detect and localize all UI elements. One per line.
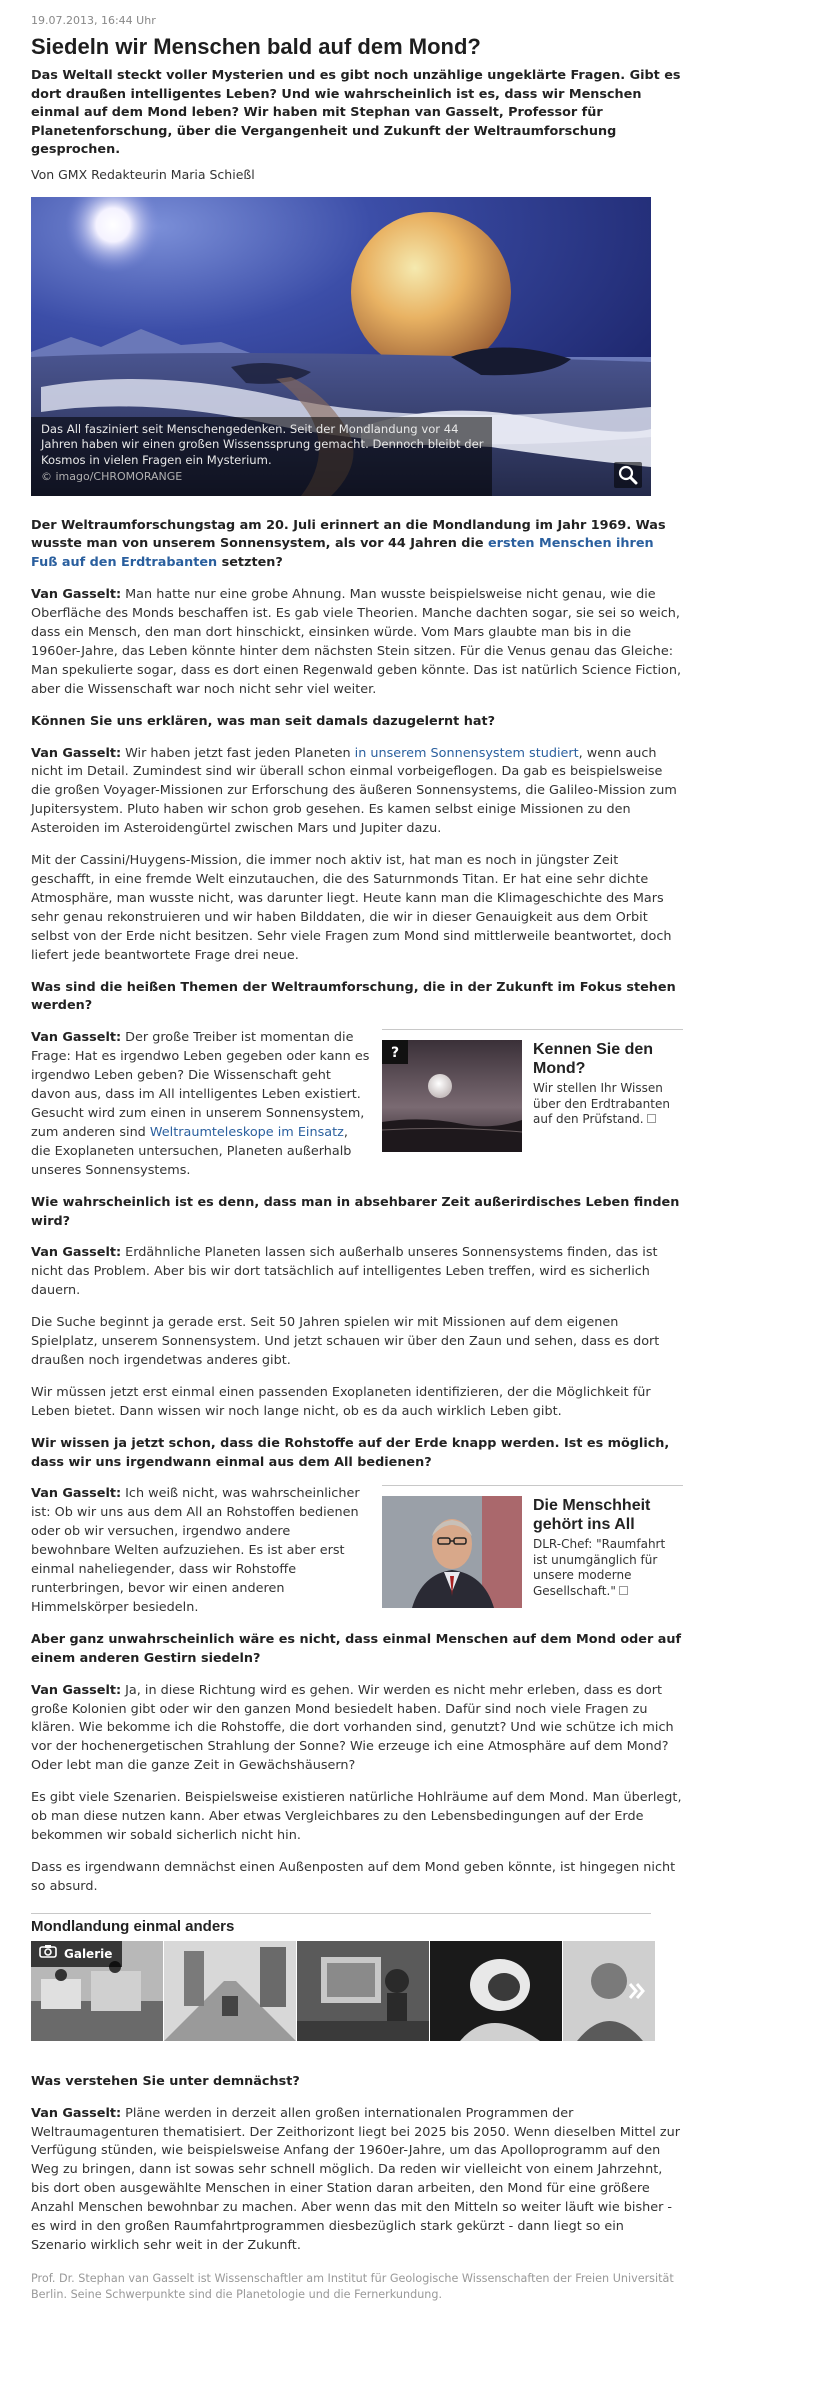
article bbox=[31, 0, 683, 2303]
answer-4c: Wir müssen jetzt erst einmal einen passenden Exoplaneten identifizieren, der die Möglichkeit für Leben bietet. Dann wissen wir noch lange nicht, ob es da auch wirklich Leben gibt. bbox=[31, 1384, 651, 1419]
question-2: Können Sie uns erklären, was man seit damals dazugelernt hat? bbox=[31, 713, 495, 729]
answer-6c: Dass es irgendwann demnächst einen Außenposten auf dem Mond geben könnte, ist hingegen nicht so absurd. bbox=[31, 1859, 676, 1894]
hero-caption-text: Das All fasziniert seit Menschengedenken. Seit der Mondlandung vor 44 Jahren haben wir einen großen Wissenssprung gemacht. Dennoch bleibt der Kosmos in vielen Fragen ein Mysterium. bbox=[41, 421, 484, 467]
hero-credit: © imago/CHROMORANGE bbox=[41, 469, 183, 483]
speaker-label: Van Gasselt: bbox=[31, 1486, 122, 1502]
article-body bbox=[31, 517, 683, 1897]
teaser-moon-desc bbox=[533, 1081, 683, 1128]
answer-3-text-end: , die Exoplaneten untersuchen, Planeten außerhalb unseres Sonnensystems. bbox=[31, 1124, 352, 1178]
speaker-label: Van Gasselt: bbox=[31, 1682, 122, 1698]
question-1-text: Der Weltraumforschungstag am 20. Juli erinnert an die Mondlandung im Jahr 1969. Was wusste man von unserem Sonnensystem, als vor 44 Jahren die bbox=[31, 517, 666, 552]
answer-2-text: Wir haben jetzt fast jeden Planeten bbox=[121, 745, 355, 761]
answer-2b: Mit der Cassini/Huygens-Mission, die immer noch aktiv ist, hat man es noch in jüngster Zeit geschafft, in eine fremde Welt einzutauchen, die des Saturnmonds Titan. Er hat eine sehr dichte Atmosphäre, man wusste nicht, was darunter liegt. Heute kann man die Klimageschichte des Mars sehr genau rekonstruieren und wir haben Bilddaten, die wir in dieser Genauigkeit aus dem Orbit selbst von der Erde nicht besitzen. Sehr viele Fragen zum Mond sind mittlerweile beantwortet, doch liefert jede beantwortete Frage drei neue. bbox=[31, 853, 672, 963]
speaker-label: Van Gasselt: bbox=[31, 1245, 122, 1261]
external-arrow-icon[interactable] bbox=[619, 1586, 628, 1595]
article-title: Siedeln wir Menschen bald auf dem Mond? bbox=[31, 34, 481, 59]
teaser-dlr-desc-text: DLR-Chef: "Raumfahrt ist unumgänglich für unsere moderne Gesellschaft." bbox=[533, 1537, 666, 1598]
chevron-right-icon[interactable] bbox=[623, 1941, 651, 2041]
answer-4 bbox=[31, 1244, 683, 1301]
answer-4-text: Erdähnliche Planeten lassen sich außerhalb unseres Sonnensystems finden, das ist nicht das Problem. Aber bis wir dort tatsächlich auf intelligentes Leben treffen, wird es sicherlich dauern. bbox=[31, 1245, 658, 1299]
teaser-dlr-title[interactable]: Die Menschheit gehört ins All bbox=[533, 1497, 651, 1534]
gallery-photo-3[interactable] bbox=[297, 1941, 429, 2041]
answer-6b: Es gibt viele Szenarien. Beispielsweise existieren natürliche Hohlräume auf dem Mond. Man überlegt, ob man diese nutzen kann. Aber etwas Vergleichbares zu den Lebensbedingungen auf der Erde bekommen wir sobald sicherlich nicht hin. bbox=[31, 1790, 682, 1843]
question-3: Was sind die heißen Themen der Weltraumforschung, die in der Zukunft im Fokus stehen werden? bbox=[31, 979, 676, 1014]
link-solar-system[interactable]: in unserem Sonnensystem studiert bbox=[354, 745, 579, 761]
gallery-label[interactable] bbox=[31, 1941, 122, 1967]
teaser-dlr[interactable] bbox=[382, 1485, 683, 1608]
hero-caption bbox=[31, 417, 492, 496]
question-7: Was verstehen Sie unter demnächst? bbox=[31, 2073, 300, 2089]
teaser-dlr-desc bbox=[533, 1537, 683, 1599]
gallery-photo-4[interactable] bbox=[430, 1941, 562, 2041]
teaser-moon-desc-text: Wir stellen Ihr Wissen über den Erdtrabanten auf den Prüfstand. bbox=[533, 1081, 670, 1127]
speaker-label: Van Gasselt: bbox=[31, 745, 122, 761]
answer-7 bbox=[31, 2105, 683, 2256]
article-date: 19.07.2013, 16:44 Uhr bbox=[31, 14, 156, 27]
link-first-humans[interactable]: ersten Menschen ihren Fuß auf den Erdtrabanten bbox=[31, 536, 654, 571]
author-footnote: Prof. Dr. Stephan van Gasselt ist Wissenschaftler am Institut für Geologische Wissenschaften der Freien Universität Berlin. Seine Schwerpunkte sind die Planetologie und die Fernerkundung. bbox=[31, 2271, 674, 2301]
answer-2-text-end: , wenn auch nicht im Detail. Zumindest sind wir überall schon einmal vorbeigeflogen. Da gab es beispielsweise die großen Voyager-Missionen zur Erforschung des äußeren Sonnensystems, die Galileo-Mission zum Jupitersystem. Pluto haben wir schon grob gesehen. Es kamen selbst einige Missionen zu den Asteroiden im Asteroidengürtel zwischen Mars und Jupiter dazu. bbox=[31, 745, 677, 837]
link-space-telescopes[interactable]: Weltraumteleskope im Einsatz bbox=[149, 1124, 344, 1140]
camera-icon bbox=[39, 1941, 57, 1967]
gallery-photo-2[interactable] bbox=[164, 1941, 296, 2041]
answer-2 bbox=[31, 745, 683, 840]
answer-6 bbox=[31, 1682, 683, 1777]
question-4: Wie wahrscheinlich ist es denn, dass man in absehbarer Zeit außerirdisches Leben finden wird? bbox=[31, 1194, 680, 1229]
teaser-moon-quiz[interactable] bbox=[382, 1029, 683, 1152]
answer-6-text: Ja, in diese Richtung wird es gehen. Wir werden es nicht mehr erleben, dass es dort große Kolonien gibt oder wir den ganzen Mond besiedelt haben. Dafür sind noch viele Fragen zu klären. Wie bekomme ich die Rohstoffe, die dort vorhanden sind, genutzt? Und wie schütze ich mich vor der hochenergetischen Strahlung der Sonne? Wie erzeuge ich eine Atmosphäre auf dem Mond? Oder lebt man die ganze Zeit in Gewächshäusern? bbox=[31, 1682, 674, 1774]
magnifier-icon[interactable] bbox=[614, 462, 642, 488]
speaker-label: Van Gasselt: bbox=[31, 587, 122, 603]
answer-3-text: Der große Treiber ist momentan die Frage: Hat es irgendwo Leben gegeben oder kann es irgendwo Leben geben? Die Wissenschaft geht davon aus, dass im All intelligentes Leben existiert. Gesucht wird zum einen in unserem Sonnensystem, zum anderen sind bbox=[31, 1030, 370, 1140]
answer-5-text: Ich weiß nicht, was wahrscheinlicher ist: Ob wir uns aus dem All an Rohstoffen bedienen oder ob wir versuchen, irgendwo andere bewohnbare Welten aufzuziehen. Es ist aber erst einmal naheliegender, dass wir Rohstoffe runterbringen, bevor wir einen anderen Himmelskörper besiedeln. bbox=[31, 1486, 360, 1615]
external-arrow-icon[interactable] bbox=[647, 1114, 656, 1123]
answer-1 bbox=[31, 586, 683, 699]
answer-7-text: Pläne werden in derzeit allen großen internationalen Programmen der Weltraumagenturen thematisiert. Der Zeithorizont liegt bei 2025 bis 2050. Wenn dieselben Mittel zur Verfügung stünden, wie beispielsweise Anfang der 1960er-Jahre, um das Apolloprogramm auf den Weg zu bringen, dann ist sowas sehr schnell möglich. Da reden wir vielleicht von einem Jahrzehnt, bis dort oben ausgewählte Menschen in einer Station daran arbeiten, den Mond für eine größere Anzahl Menschen bewohnbar zu machen. Aber wenn das mit den Mitteln so weiter läuft wie bisher - es wird in den großen Raumfahrtprogrammen diesbezüglich stark gekürzt - dann liegt so ein Szenario wirklich sehr weit in der Zukunft. bbox=[31, 2105, 680, 2253]
question-1-text-end: setzten? bbox=[217, 555, 283, 571]
question-1 bbox=[31, 517, 683, 574]
article-byline: Von GMX Redakteurin Maria Schießl bbox=[31, 166, 255, 182]
teaser-moon-title[interactable]: Kennen Sie den Mond? bbox=[533, 1041, 654, 1078]
teaser-dlr-image[interactable] bbox=[382, 1496, 522, 1608]
hero-image[interactable] bbox=[31, 197, 651, 496]
teaser-moon-image[interactable] bbox=[382, 1040, 522, 1152]
question-badge-icon: ? bbox=[390, 1045, 400, 1062]
article-intro: Das Weltall steckt voller Mysterien und es gibt noch unzählige ungeklärte Fragen. Gibt es dort draußen intelligentes Leben? Und wie wahrscheinlich ist es, dass wir Menschen einmal auf dem Mond leben? Wir haben mit Stephan van Gasselt, Professor für Planetenforschung, über die Vergangenheit und Zukunft der Weltraumforschung gesprochen. bbox=[31, 68, 681, 157]
gallery bbox=[31, 1913, 651, 2041]
answer-4b: Die Suche beginnt ja gerade erst. Seit 50 Jahren spielen wir mit Missionen auf dem eigenen Spielplatz, unserem Sonnensystem. Und jetzt schauen wir über den Zaun und sehen, dass es dort draußen noch irgendetwas anderes gibt. bbox=[31, 1315, 660, 1368]
speaker-label: Van Gasselt: bbox=[31, 2105, 122, 2121]
gallery-strip[interactable] bbox=[31, 1941, 651, 2041]
gallery-title: Mondlandung einmal anders bbox=[31, 1917, 235, 1935]
gallery-label-text: Galerie bbox=[64, 1946, 113, 1961]
answer-1-text: Man hatte nur eine grobe Ahnung. Man wusste beispielsweise nicht genau, wie die Oberfläche des Monds beschaffen ist. Es gab viele Theorien. Manche dachten sogar, sie sei so weich, dass ein Mensch, den man dort hinschickt, einsinken würde. Vom Mars glaubte man bis in die 1960er-Jahre, das Leben könnte hinter dem nächsten Stein sitzen. Für die Venus genau das Gleiche: Man spekulierte sogar, dass es dort einen Regenwald geben könnte. Das ist natürlich Science Fiction, aber die Wissenschaft war noch nicht sehr viel weiter. bbox=[31, 587, 682, 697]
speaker-label: Van Gasselt: bbox=[31, 1030, 122, 1046]
article-body-end bbox=[31, 2073, 683, 2256]
question-5: Wir wissen ja jetzt schon, dass die Rohstoffe auf der Erde knapp werden. Ist es möglich, dass wir uns irgendwann einmal aus dem All bedienen? bbox=[31, 1435, 670, 1470]
question-6: Aber ganz unwahrscheinlich wäre es nicht, dass einmal Menschen auf dem Mond oder auf einem anderen Gestirn siedeln? bbox=[31, 1631, 682, 1666]
